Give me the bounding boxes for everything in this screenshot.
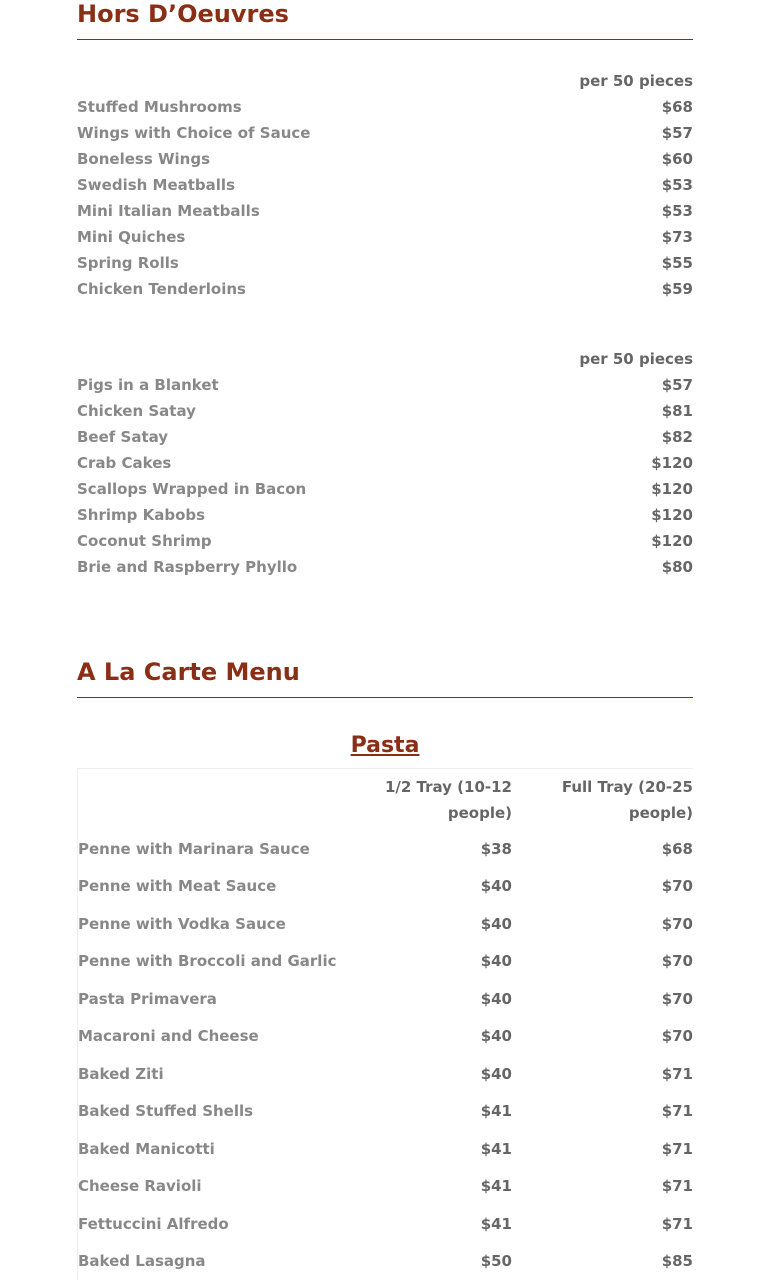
menu-item <box>77 476 693 502</box>
pasta-name: Penne with Vodka Sauce <box>78 905 343 943</box>
menu-item <box>77 224 693 250</box>
item-price: $120 <box>651 502 693 528</box>
a-la-carte-heading: A La Carte Menu <box>77 644 693 698</box>
hors-doeuvres-list-2 <box>77 346 693 580</box>
item-price: $120 <box>651 528 693 554</box>
menu-content <box>77 0 693 1280</box>
full-tray-price: $68 <box>512 830 693 868</box>
item-price: $57 <box>662 120 693 146</box>
menu-item <box>77 528 693 554</box>
item-name: Swedish Meatballs <box>77 172 235 198</box>
menu-item <box>77 172 693 198</box>
table-row <box>78 1205 694 1243</box>
full-tray-price: $70 <box>512 905 693 943</box>
hors-doeuvres-list-1 <box>77 68 693 302</box>
half-tray-price: $40 <box>342 1018 512 1056</box>
half-tray-price: $50 <box>342 1243 512 1280</box>
item-name: Brie and Raspberry Phyllo <box>77 554 297 580</box>
full-tray-price: $71 <box>512 1130 693 1168</box>
pasta-price-table <box>77 768 693 1280</box>
table-row <box>78 1055 694 1093</box>
table-row <box>78 1243 694 1280</box>
item-name: Coconut Shrimp <box>77 528 212 554</box>
pasta-name: Baked Lasagna <box>78 1243 343 1280</box>
pasta-name: Fettuccini Alfredo <box>78 1205 343 1243</box>
menu-item <box>77 250 693 276</box>
menu-item <box>77 502 693 528</box>
full-tray-price: $70 <box>512 868 693 906</box>
item-price: $53 <box>662 198 693 224</box>
unit-header: per 50 pieces <box>77 346 693 372</box>
pasta-name: Penne with Meat Sauce <box>78 868 343 906</box>
item-name: Scallops Wrapped in Bacon <box>77 476 306 502</box>
table-row <box>78 1168 694 1206</box>
item-name: Chicken Satay <box>77 398 196 424</box>
item-name: Shrimp Kabobs <box>77 502 205 528</box>
item-price: $81 <box>662 398 693 424</box>
item-price: $68 <box>662 94 693 120</box>
item-name: Stuffed Mushrooms <box>77 94 242 120</box>
item-name: Crab Cakes <box>77 450 171 476</box>
full-tray-price: $70 <box>512 1018 693 1056</box>
pasta-name: Penne with Marinara Sauce <box>78 830 343 868</box>
item-name: Spring Rolls <box>77 250 179 276</box>
full-tray-price: $71 <box>512 1093 693 1131</box>
full-tray-price: $71 <box>512 1168 693 1206</box>
item-name: Pigs in a Blanket <box>77 372 219 398</box>
item-price: $59 <box>662 276 693 302</box>
item-price: $57 <box>662 372 693 398</box>
pasta-name: Pasta Primavera <box>78 980 343 1018</box>
pasta-name: Baked Ziti <box>78 1055 343 1093</box>
full-tray-price: $71 <box>512 1205 693 1243</box>
pasta-heading: Pasta <box>77 728 693 768</box>
menu-item <box>77 120 693 146</box>
pasta-name: Baked Stuffed Shells <box>78 1093 343 1131</box>
half-tray-price: $40 <box>342 943 512 981</box>
item-price: $120 <box>651 450 693 476</box>
item-name: Boneless Wings <box>77 146 210 172</box>
menu-item <box>77 450 693 476</box>
half-tray-price: $41 <box>342 1130 512 1168</box>
full-tray-price: $70 <box>512 980 693 1018</box>
full-tray-price: $70 <box>512 943 693 981</box>
table-row <box>78 868 694 906</box>
item-name: Chicken Tenderloins <box>77 276 246 302</box>
item-price: $53 <box>662 172 693 198</box>
menu-item <box>77 398 693 424</box>
item-price: $73 <box>662 224 693 250</box>
pasta-name: Cheese Ravioli <box>78 1168 343 1206</box>
a-la-carte-section <box>77 644 693 1280</box>
half-tray-column-header: 1/2 Tray (10-12 people) <box>342 769 512 831</box>
table-row <box>78 830 694 868</box>
item-name: Beef Satay <box>77 424 168 450</box>
half-tray-price: $38 <box>342 830 512 868</box>
menu-item <box>77 146 693 172</box>
menu-item <box>77 554 693 580</box>
table-row <box>78 980 694 1018</box>
item-price: $55 <box>662 250 693 276</box>
menu-item <box>77 372 693 398</box>
full-tray-price: $85 <box>512 1243 693 1280</box>
item-price: $80 <box>662 554 693 580</box>
full-tray-column-header: Full Tray (20-25 people) <box>512 769 693 831</box>
item-price: $82 <box>662 424 693 450</box>
menu-item <box>77 276 693 302</box>
table-row <box>78 905 694 943</box>
unit-header: per 50 pieces <box>77 68 693 94</box>
half-tray-price: $40 <box>342 980 512 1018</box>
pasta-table-header <box>78 769 694 831</box>
menu-item <box>77 198 693 224</box>
item-name: Wings with Choice of Sauce <box>77 120 310 146</box>
half-tray-price: $40 <box>342 1055 512 1093</box>
table-row <box>78 1130 694 1168</box>
item-name: Mini Quiches <box>77 224 185 250</box>
menu-item <box>77 94 693 120</box>
item-price: $120 <box>651 476 693 502</box>
item-column-header <box>78 769 343 831</box>
table-row <box>78 1018 694 1056</box>
half-tray-price: $40 <box>342 905 512 943</box>
table-row <box>78 1093 694 1131</box>
item-name: Mini Italian Meatballs <box>77 198 260 224</box>
full-tray-price: $71 <box>512 1055 693 1093</box>
half-tray-price: $41 <box>342 1205 512 1243</box>
half-tray-price: $41 <box>342 1168 512 1206</box>
item-price: $60 <box>662 146 693 172</box>
half-tray-price: $40 <box>342 868 512 906</box>
menu-item <box>77 424 693 450</box>
pasta-name: Penne with Broccoli and Garlic <box>78 943 343 981</box>
pasta-name: Baked Manicotti <box>78 1130 343 1168</box>
table-row <box>78 943 694 981</box>
half-tray-price: $41 <box>342 1093 512 1131</box>
pasta-name: Macaroni and Cheese <box>78 1018 343 1056</box>
hors-doeuvres-heading: Hors D’Oeuvres <box>77 0 693 40</box>
